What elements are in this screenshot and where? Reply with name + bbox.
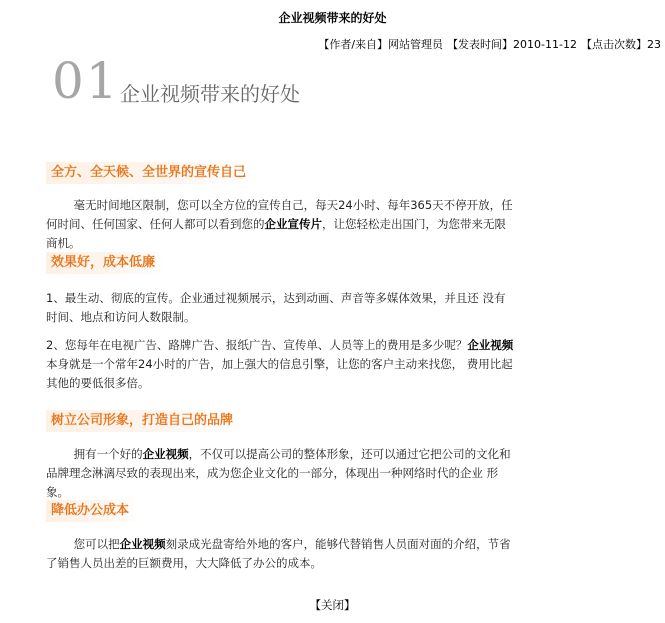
section-heading-1: 全方、全天候、全世界的宣传自己 [46,162,256,184]
hit-count: 【点击次数】23 [581,38,661,51]
paragraph [46,445,516,502]
text-run: 2、您每年在电视广告、路牌广告、报纸广告、宣传单、人员等上的费用是多少呢？ [46,338,468,352]
paragraph: 1、最生动、彻底的宣传。企业通过视频展示，达到动画、声音等多媒体效果，并且还 没有时间、地点和访问人数限制。 [46,291,506,324]
close-link[interactable]: 【关闭】 [309,598,356,612]
banner-title: 企业视频带来的好处 [120,82,300,106]
paragraph [46,196,516,253]
publish-date: 【发表时间】2010-11-12 [447,38,577,51]
keyword-bold: 企业视频 [467,338,514,352]
article-meta [314,36,661,52]
text-run: 您可以把 [73,537,120,551]
author-label: 【作者/来自】网站管理员 [318,38,444,51]
keyword-bold: 企业视频 [119,537,166,551]
keyword-bold: 企业视频 [142,447,189,461]
text-run: 本身就是一个常年24小时的广告，加上强大的信息引擎，让您的客户主动来找您， 费用比起其他的要低很多倍。 [46,357,513,390]
banner-number: 01 [52,52,120,110]
text-run: 拥有一个好的 [73,447,143,461]
section-heading-2: 效果好，成本低廉 [46,252,165,274]
paragraph [46,535,516,573]
section-heading-3: 树立公司形象，打造自己的品牌 [46,410,243,432]
keyword-bold: 企业宣传片 [264,217,322,231]
text-run: ，让您轻松走出国门，为您带来无限 商机。 [46,217,506,250]
text-run: 毫无时间地区限制，您可以全方位的宣传自己，每天24小时、每年365天不停开放，任何时间、任何国家、任何人都可以看到您的 [46,198,513,231]
text-run: ，不仅可以提高公司的整体形象，还可以通过它把公司的文化和品牌理念淋漓尽致的表现出来，成为您企业文化的一部分，体现出一种网络时代的企业 形象。 [46,447,511,499]
page-title: 企业视频带来的好处 [278,11,387,25]
section-heading-4: 降低办公成本 [46,500,139,522]
paragraph [46,336,516,393]
text-run: 刻录成光盘寄给外地的客户，能够代替销售人员面对面的介绍，节省了销售人员出差的巨额费用，大大降低了办公的成本。 [46,537,511,570]
